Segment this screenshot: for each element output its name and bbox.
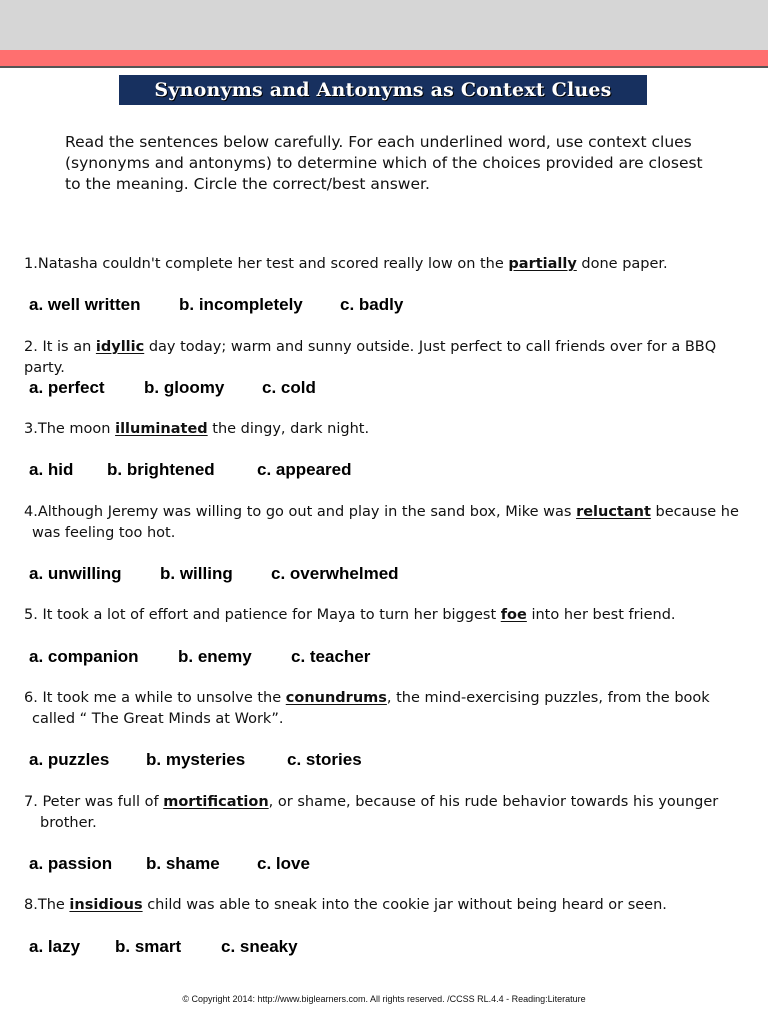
- underlined-word: illuminated: [115, 421, 208, 437]
- question-number: 5.: [24, 607, 38, 623]
- choice-c[interactable]: c. overwhelmed: [271, 564, 399, 583]
- choice-b[interactable]: b. shame: [146, 854, 220, 873]
- underlined-word: partially: [508, 256, 577, 272]
- question-number: 7.: [24, 794, 38, 810]
- instructions-paragraph: Read the sentences below carefully. For each underlined word, use context clues (synonyms and antonyms) to determine which of the choices provided are closest to the meaning. Circle the correct/best answer.: [65, 133, 703, 193]
- question-text-before: Peter was full of: [42, 794, 159, 810]
- question-text-before: It took me a while to unsolve the: [42, 690, 282, 706]
- question-text-before: The moon: [37, 421, 111, 437]
- question-3: [24, 419, 754, 440]
- question-number: 8.: [24, 897, 38, 913]
- underlined-word: idyllic: [95, 339, 145, 355]
- question-number: 1.: [24, 256, 38, 272]
- question-text-before: It is an: [42, 339, 92, 355]
- question-number: 4.: [24, 504, 38, 520]
- question-2: [24, 337, 754, 379]
- choice-a[interactable]: a. well written: [29, 295, 141, 314]
- choice-a[interactable]: a. hid: [29, 460, 74, 479]
- question-text-after: , the mind-exercising puzzles, from the book: [386, 690, 710, 706]
- underlined-word: reluctant: [576, 504, 651, 520]
- question-text-before: Although Jeremy was willing to go out and play in the sand box, Mike was: [37, 504, 572, 520]
- question-text-after: done paper.: [581, 256, 668, 272]
- question-text-after: into her best friend.: [531, 607, 676, 623]
- choice-a[interactable]: a. lazy: [29, 937, 81, 956]
- underlined-word: mortification: [163, 794, 269, 810]
- question-text-continued: brother.: [40, 815, 97, 831]
- question-text-before: The: [37, 897, 65, 913]
- question-4: [24, 502, 754, 544]
- copyright-footer: © Copyright 2014: http://www.biglearners.com. All rights reserved. /CCSS RL.4.4 - Reading:Literature: [182, 994, 586, 1004]
- question-number: 6.: [24, 690, 38, 706]
- question-text-after: , or shame, because of his rude behavior towards his younger: [268, 794, 719, 810]
- choice-c[interactable]: c. appeared: [257, 460, 352, 479]
- choice-a[interactable]: a. companion: [29, 647, 139, 666]
- question-text-before: Natasha couldn't complete her test and scored really low on the: [37, 256, 504, 272]
- choice-b[interactable]: b. smart: [115, 937, 182, 956]
- choice-b[interactable]: b. willing: [160, 564, 233, 583]
- question-text-continued: called “ The Great Minds at Work”.: [32, 711, 284, 727]
- question-8: [24, 895, 754, 916]
- choice-b[interactable]: b. enemy: [178, 647, 252, 666]
- choice-c[interactable]: c. sneaky: [221, 937, 298, 956]
- choice-a[interactable]: a. unwilling: [29, 564, 122, 583]
- question-text-after: child was able to sneak into the cookie jar without being heard or seen.: [147, 897, 667, 913]
- choice-b[interactable]: b. brightened: [107, 460, 215, 479]
- question-text-continued: was feeling too hot.: [32, 525, 176, 541]
- choice-a[interactable]: a. puzzles: [29, 750, 110, 769]
- choice-c[interactable]: c. love: [257, 854, 310, 873]
- question-text-before: It took a lot of effort and patience for Maya to turn her biggest: [42, 607, 497, 623]
- worksheet-title-banner: [119, 75, 647, 105]
- choice-c[interactable]: c. cold: [262, 378, 316, 397]
- question-text-after: the dingy, dark night.: [212, 421, 370, 437]
- question-1: [24, 254, 754, 275]
- choice-b[interactable]: b. incompletely: [179, 295, 303, 314]
- top-header-band: [0, 0, 768, 50]
- underlined-word: foe: [500, 607, 527, 623]
- question-number: 3.: [24, 421, 38, 437]
- choice-c[interactable]: c. stories: [287, 750, 362, 769]
- accent-stripe: [0, 50, 768, 66]
- underlined-word: conundrums: [285, 690, 387, 706]
- question-7: [24, 792, 754, 834]
- question-text-after: because he: [655, 504, 739, 520]
- question-text-after: day today; warm and sunny outside. Just perfect to call friends over for a BBQ party.: [24, 339, 717, 376]
- choice-b[interactable]: b. gloomy: [144, 378, 225, 397]
- choice-a[interactable]: a. passion: [29, 854, 113, 873]
- question-5: [24, 605, 754, 626]
- question-6: [24, 688, 754, 730]
- underlined-word: insidious: [69, 897, 143, 913]
- choice-a[interactable]: a. perfect: [29, 378, 105, 397]
- question-number: 2.: [24, 339, 38, 355]
- divider-line: [0, 66, 768, 68]
- choice-c[interactable]: c. teacher: [291, 647, 371, 666]
- choice-c[interactable]: c. badly: [340, 295, 404, 314]
- worksheet-title: Synonyms and Antonyms as Context Clues: [154, 79, 612, 101]
- choice-b[interactable]: b. mysteries: [146, 750, 246, 769]
